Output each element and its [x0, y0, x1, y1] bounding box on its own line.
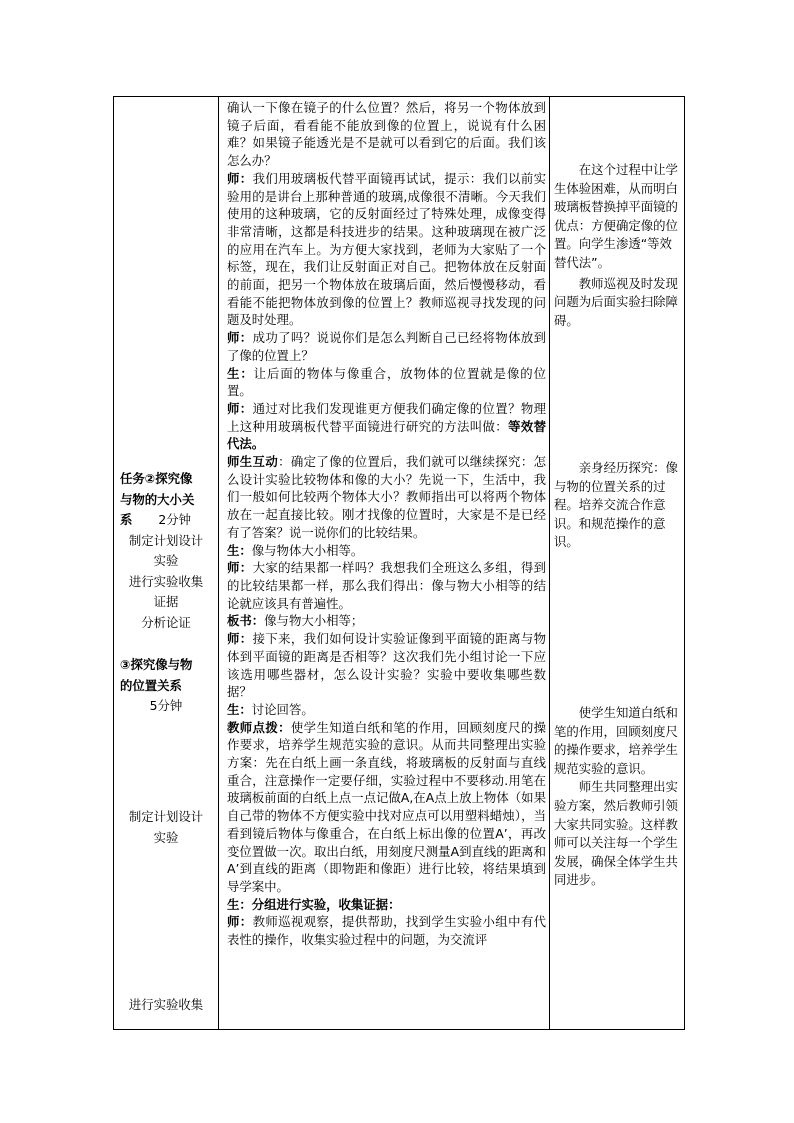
paragraph-teacher-success: 师：成功了吗？说说你们是怎么判断自己已经将物体放到了像的位置上？	[227, 330, 547, 363]
analysis-step: 分析论证	[141, 614, 191, 630]
task3-title-line2: 的位置关系	[120, 677, 182, 693]
intent-block-1: 在这个过程中让学生体验困难，从而明白玻璃板替换掉平面镜的优点：方便确定像的位置。向学生渗透“等效替代法”。 教师巡视及时发现问题为后面实验扫除障碍。	[554, 162, 678, 328]
paragraph-interaction: 师生互动：确定了像的位置后，我们就可以继续探究：怎么设计实验比较物体和像的大小？先说一下，生活中，我们一般如何比较两个物体大小？教师指出可以将两个物体放在一起直接比较。刚才找像的位置时，大家是不是已经有了答案？说一说你们的比较结果。	[227, 454, 547, 540]
lesson-plan-table	[113, 96, 685, 1030]
paragraph-intro: 确认一下像在镜子的什么位置？然后，将另一个物体放到镜子后面，看看能不能放到像的位置上，说说有什么困难？如果镜子能透光是不是就可以看到它的后面。我们该怎么办？	[227, 100, 546, 169]
design-intent-column	[550, 97, 685, 1030]
paragraph-student-group: 生：分组进行实验，收集证据：	[227, 896, 401, 912]
paragraph-teacher-conclusion: 师：大家的结果都一样吗？我想我们全班这么多组，得到的比较结果都一样，那么我们得出：像与物大小相等的结论就应该具有普遍性。	[227, 560, 547, 611]
task2-title-line3: 系 2分钟	[120, 512, 192, 527]
paragraph-board-note: 板书：像与物大小相等；	[227, 613, 364, 629]
task3-title-line1: ③探究像与物	[120, 657, 193, 672]
experiment-step: 进行实验收集	[128, 573, 204, 589]
paragraph-teacher-guidance: 教师点拨：使学生知道白纸和笔的作用，回顾刻度尺的操作要求，培养学生规范实验的意识。从而共同整理出实验方案：先在白纸上画一条直线，将玻璃板的反射面与直线重合，注意操作一定要仔细，实验过程中不要移动.用笔在玻璃板前面的白纸上点一点记做A,在A点上放上物体（如果自己带的物体不方便实验中找对应点可以用塑料蜡烛），当看到镜后物体与像重合，在白纸上标出像的位置A’，再改变位置做一次。取出白纸，用刻度尺测量A到直线的距离和A’到直线的距离（即物距和像距）进行比较，将结果填到导学案中。	[227, 719, 547, 894]
task3-time: 5分钟	[149, 698, 183, 713]
experiment-step-2: 进行实验收集	[128, 997, 204, 1012]
paragraph-teacher-observe: 师：教师巡视观察，提供帮助，找到学生实验小组中有代表性的操作，收集实验过程中的问题，为交流评	[227, 914, 547, 948]
plan-step: 制定计划设计	[128, 532, 204, 548]
plan-step-2: 制定计划设计 实验	[128, 809, 204, 845]
task2-time: 2分钟	[158, 512, 192, 527]
task3-heading	[114, 655, 218, 717]
paragraph-teacher-method: 师：通过对比我们发现谁更方便我们确定像的位置？物理上这种用玻璃板代替平面镜进行研究的方法叫做：等效替代法。	[227, 400, 547, 452]
task2-title-line1: 任务②探究像	[120, 471, 193, 486]
task2-heading: 任务②探究像 与物的大小关 系 2分钟 制定计划设计 实验 进行实验收集 证据 分析论证	[114, 469, 218, 633]
process-column	[114, 97, 219, 1030]
paragraph-teacher-glass: 师：我们用玻璃板代替平面镜再试试，提示：我们以前实验用的是讲台上那种普通的玻璃,成像很不清晰。今天我们使用的这种玻璃，它的反射面经过了特殊处理，成像变得非常清晰，这都是科技进步的结果。这种玻璃现在被广泛的应用在汽车上。为方便大家找到，老师为大家贴了一个标签，现在，我们让反射面正对自己。把物体放在反射面的前面，把另一个物体放在玻璃后面，然后慢慢移动，看看能不能把物体放到像的位置上？教师巡视寻找发现的问题及时处理。	[227, 170, 547, 328]
paragraph-teacher-distance: 师：接下来，我们如何设计实验证像到平面镜的距离与物体到平面镜的距离是否相等？这次我们先小组讨论一下应该选用哪些器材，怎么设计实验？实验中要收集哪些数据？	[227, 631, 547, 700]
task2-title-line2: 与物的大小关	[120, 491, 195, 507]
teaching-content-column	[219, 97, 550, 1030]
paragraph-student-equal: 生：像与物体大小相等。	[227, 542, 364, 558]
paragraph-student-overlap: 生：让后面的物体与像重合，放物体的位置就是像的位置。	[227, 365, 547, 399]
paragraph-student-discuss: 生：讨论回答。	[227, 701, 314, 717]
intent-block-2: 亲身经历探究：像与物的位置关系的过程。培养交流合作意识。和规范操作的意识。	[554, 460, 678, 550]
intent-block-3: 使学生知道白纸和笔的作用，回顾刻度尺的操作要求，培养学生规范实验的意识。 师生共同整理出实验方案，然后教师引领大家共同实验。这样教师可以关注每一个学生发展，确保全体学生共同进步。	[554, 705, 678, 888]
